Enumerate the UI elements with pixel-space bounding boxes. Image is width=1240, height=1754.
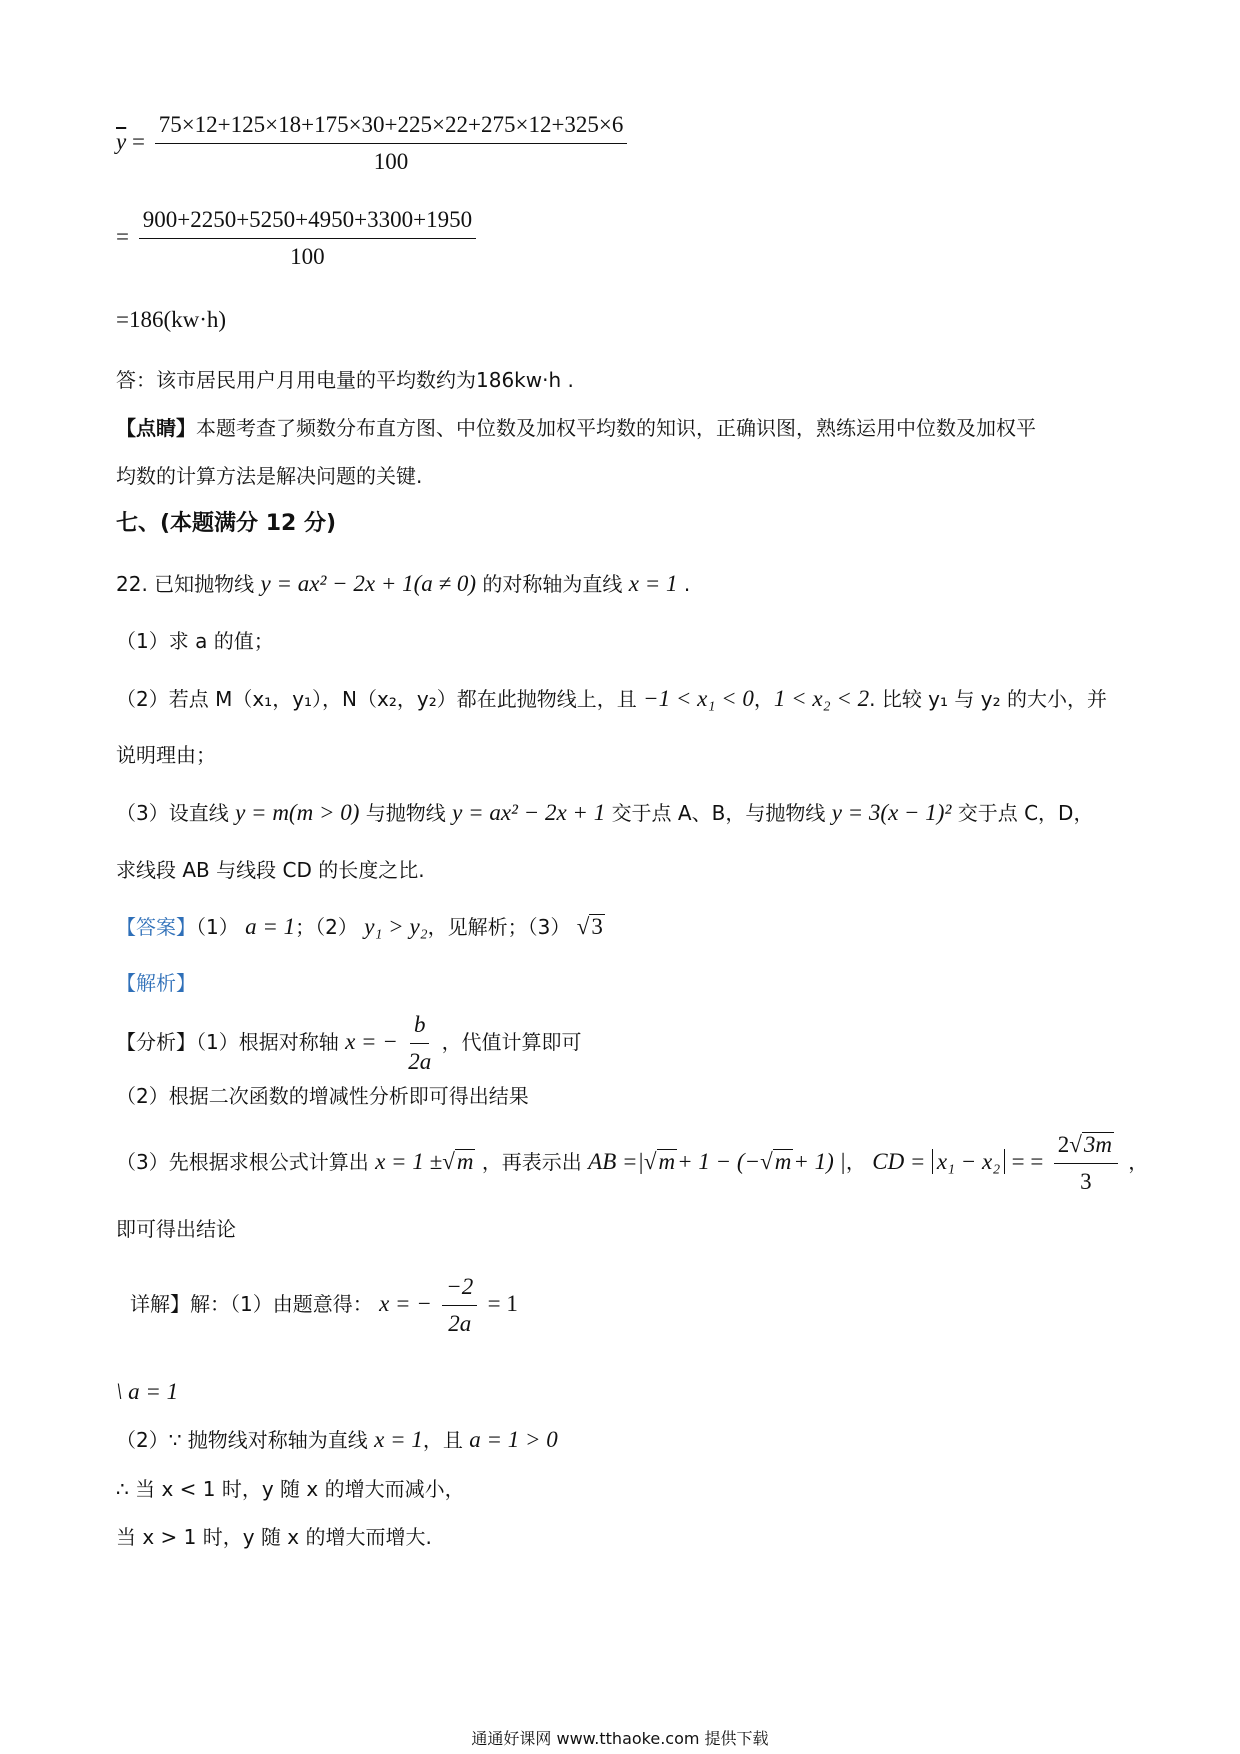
detail-fraction — [442, 1272, 477, 1339]
fenxi-3-sqrt-m: m — [456, 1149, 474, 1174]
fenxi-formula-left: x = − — [345, 1029, 398, 1054]
section-7-title: 七、(本题满分 12 分) — [116, 511, 337, 536]
part-3-parabola-1: y = ax² − 2x + 1 — [452, 800, 606, 825]
fenxi-text-1-end: ，代值计算即可 — [441, 1030, 582, 1054]
answer-21-text: 答：该市居民用户月用电量的平均数约为186kw·h . — [116, 368, 574, 392]
detail-tag: 详解】解：（1）由题意得： — [130, 1292, 373, 1316]
part-3-text-a: （3）设直线 — [116, 801, 229, 825]
equals-sign: = — [116, 223, 129, 249]
fenxi-tag: 【分析】 — [116, 1030, 196, 1054]
fenxi-3-ab-sqrt-m-2: m — [774, 1149, 792, 1174]
stem-mid: 的对称轴为直线 — [482, 572, 623, 596]
fenxi-3-cd-fraction-num: 2√3m — [1054, 1130, 1118, 1164]
part-2-sep: ， — [753, 687, 774, 711]
fenxi-3-ab: AB =| — [588, 1149, 644, 1174]
part-3-parabola-2: y = 3(x − 1)² — [831, 800, 952, 825]
fraction-1-numerator: 75×12+125×18+175×30+225×22+275×12+325×6 — [155, 110, 628, 144]
fenxi-3-end: ， — [1128, 1150, 1149, 1174]
stem-formula: y = ax² − 2x + 1(a ≠ 0) — [260, 571, 477, 596]
detail-line-2 — [116, 1426, 558, 1454]
fenxi-3-ab-sqrt-m-1: m — [658, 1149, 676, 1174]
stem-prefix: 22. 已知抛物线 — [116, 572, 255, 596]
fenxi-text-1: （1）根据对称轴 — [196, 1030, 339, 1054]
detail-2-cond: a = 1 > 0 — [469, 1427, 558, 1452]
question-22-part-3 — [116, 799, 1093, 827]
part-3-text-d: 交于点 C，D， — [957, 801, 1094, 825]
detail-2-text-a: （2）∵ 抛物线对称轴为直线 — [116, 1428, 368, 1452]
question-22-part-1: （1）求 a 的值； — [116, 629, 274, 653]
answer-text-3: ，见解析；（3） — [427, 915, 571, 939]
fenxi-3-text-c: ， — [845, 1150, 866, 1174]
comment-21-line-2: 均数的计算方法是解决问题的关键. — [116, 464, 423, 488]
detail-line-4: 当 x > 1 时，y 随 x 的增大而增大. — [116, 1525, 432, 1549]
fenxi-3-cd-abs: x₁ − x₂ — [932, 1149, 1005, 1174]
fenxi-3-ab-end: + 1) | — [793, 1149, 846, 1174]
comment-tag: 【点睛】 — [116, 416, 196, 440]
fenxi-3-text-a: （3）先根据求根公式计算出 — [116, 1150, 369, 1174]
answer-text-1: （1） — [196, 915, 239, 939]
detail-line-3: ∴ 当 x < 1 时，y 随 x 的增大而减小， — [116, 1477, 465, 1501]
mean-calc-line-2 — [116, 205, 480, 272]
detail-a-value: \ a = 1 — [116, 1379, 179, 1404]
comment-21-line-1 — [116, 414, 1036, 442]
footer-credit: 通通好课网 www.tthaoke.com 提供下载 — [471, 1729, 769, 1748]
y-bar-symbol: $\overline{y}$ — [116, 128, 127, 154]
question-22-stem — [116, 570, 690, 598]
fraction-1 — [155, 110, 628, 177]
fraction-2-numerator: 900+2250+5250+4950+3300+1950 — [139, 205, 476, 239]
part-2-text-a: （2）若点 M（x₁，y₁），N（x₂，y₂）都在此抛物线上，且 — [116, 687, 637, 711]
fenxi-3-sqrt: √m — [442, 1149, 474, 1174]
fenxi-3-ab-mid: + 1 − (− — [677, 1149, 761, 1174]
answer-a: a = 1 — [245, 914, 296, 939]
mean-calc-line-1 — [116, 110, 631, 177]
fenxi-3-cd: CD = — [872, 1149, 926, 1174]
fraction-1-denominator: 100 — [373, 149, 409, 174]
detail-formula-left: x = − — [379, 1291, 432, 1316]
analysis-tag: 【解析】 — [116, 971, 196, 995]
stem-axis: x = 1 — [628, 571, 678, 596]
detail-fraction-num: −2 — [442, 1272, 477, 1306]
part-3-line: y = m(m > 0) — [235, 800, 360, 825]
detail-2-text-b: ，且 — [422, 1428, 463, 1452]
answer-y: y₁ > y₂ — [364, 914, 428, 939]
detail-formula-right: = 1 — [487, 1291, 518, 1316]
fenxi-3-ab-sqrt-2: √m — [760, 1149, 792, 1174]
detail-line-1 — [130, 1272, 518, 1339]
fenxi-3-root: x = 1 ± — [375, 1149, 443, 1174]
fenxi-conclude: 即可得出结论 — [116, 1217, 236, 1241]
fenxi-3-cd-fraction — [1054, 1130, 1118, 1197]
part-2-cond-1: −1 < x₁ < 0 — [643, 686, 754, 711]
question-22-part-2 — [116, 685, 1107, 713]
equals-sign: = — [131, 128, 145, 154]
comment-text-1: 本题考查了频数分布直方图、中位数及加权平均数的知识，正确识图，熟练运用中位数及加权平 — [196, 416, 1036, 440]
answer-text-2: ；（2） — [295, 915, 358, 939]
fenxi-3-cd-num-coef: 2 — [1057, 1132, 1070, 1157]
fenxi-line-3 — [116, 1130, 1148, 1197]
fenxi-3-cd-eq: = = — [1011, 1149, 1044, 1174]
fenxi-line-2: （2）根据二次函数的增减性分析即可得出结果 — [116, 1084, 529, 1108]
answer-sqrt-radicand: 3 — [591, 914, 603, 939]
part-3-text-c: 交于点 A、B，与抛物线 — [611, 801, 826, 825]
answer-sqrt: √3 — [576, 914, 603, 939]
fenxi-3-text-b: ，再表示出 — [481, 1150, 582, 1174]
fenxi-3-cd-num-radicand: 3m — [1083, 1132, 1112, 1157]
question-22-part-2-cont: 说明理由； — [116, 743, 216, 767]
fraction-2-denominator: 100 — [290, 244, 325, 269]
fenxi-3-ab-sqrt-1: √m — [643, 1149, 676, 1174]
part-2-text-b: . 比较 y₁ 与 y₂ 的大小，并 — [869, 687, 1107, 711]
stem-end: . — [683, 572, 691, 596]
answer-tag: 【答案】 — [116, 915, 196, 939]
fenxi-line-1 — [116, 1010, 582, 1077]
fenxi-fraction-num: b — [410, 1010, 430, 1044]
fenxi-fraction — [408, 1010, 431, 1077]
fraction-2 — [139, 205, 476, 272]
detail-2-axis: x = 1 — [374, 1427, 423, 1452]
part-2-cond-2: 1 < x₂ < 2 — [773, 686, 870, 711]
detail-fraction-den: 2a — [448, 1311, 472, 1336]
answer-line — [116, 913, 605, 941]
fenxi-fraction-den: 2a — [408, 1049, 432, 1074]
fenxi-3-cd-fraction-den: 3 — [1080, 1169, 1092, 1194]
mean-calc-result: =186(kw·h) — [116, 307, 227, 332]
question-22-part-3-cont: 求线段 AB 与线段 CD 的长度之比. — [116, 858, 425, 882]
part-3-text-b: 与抛物线 — [365, 801, 446, 825]
